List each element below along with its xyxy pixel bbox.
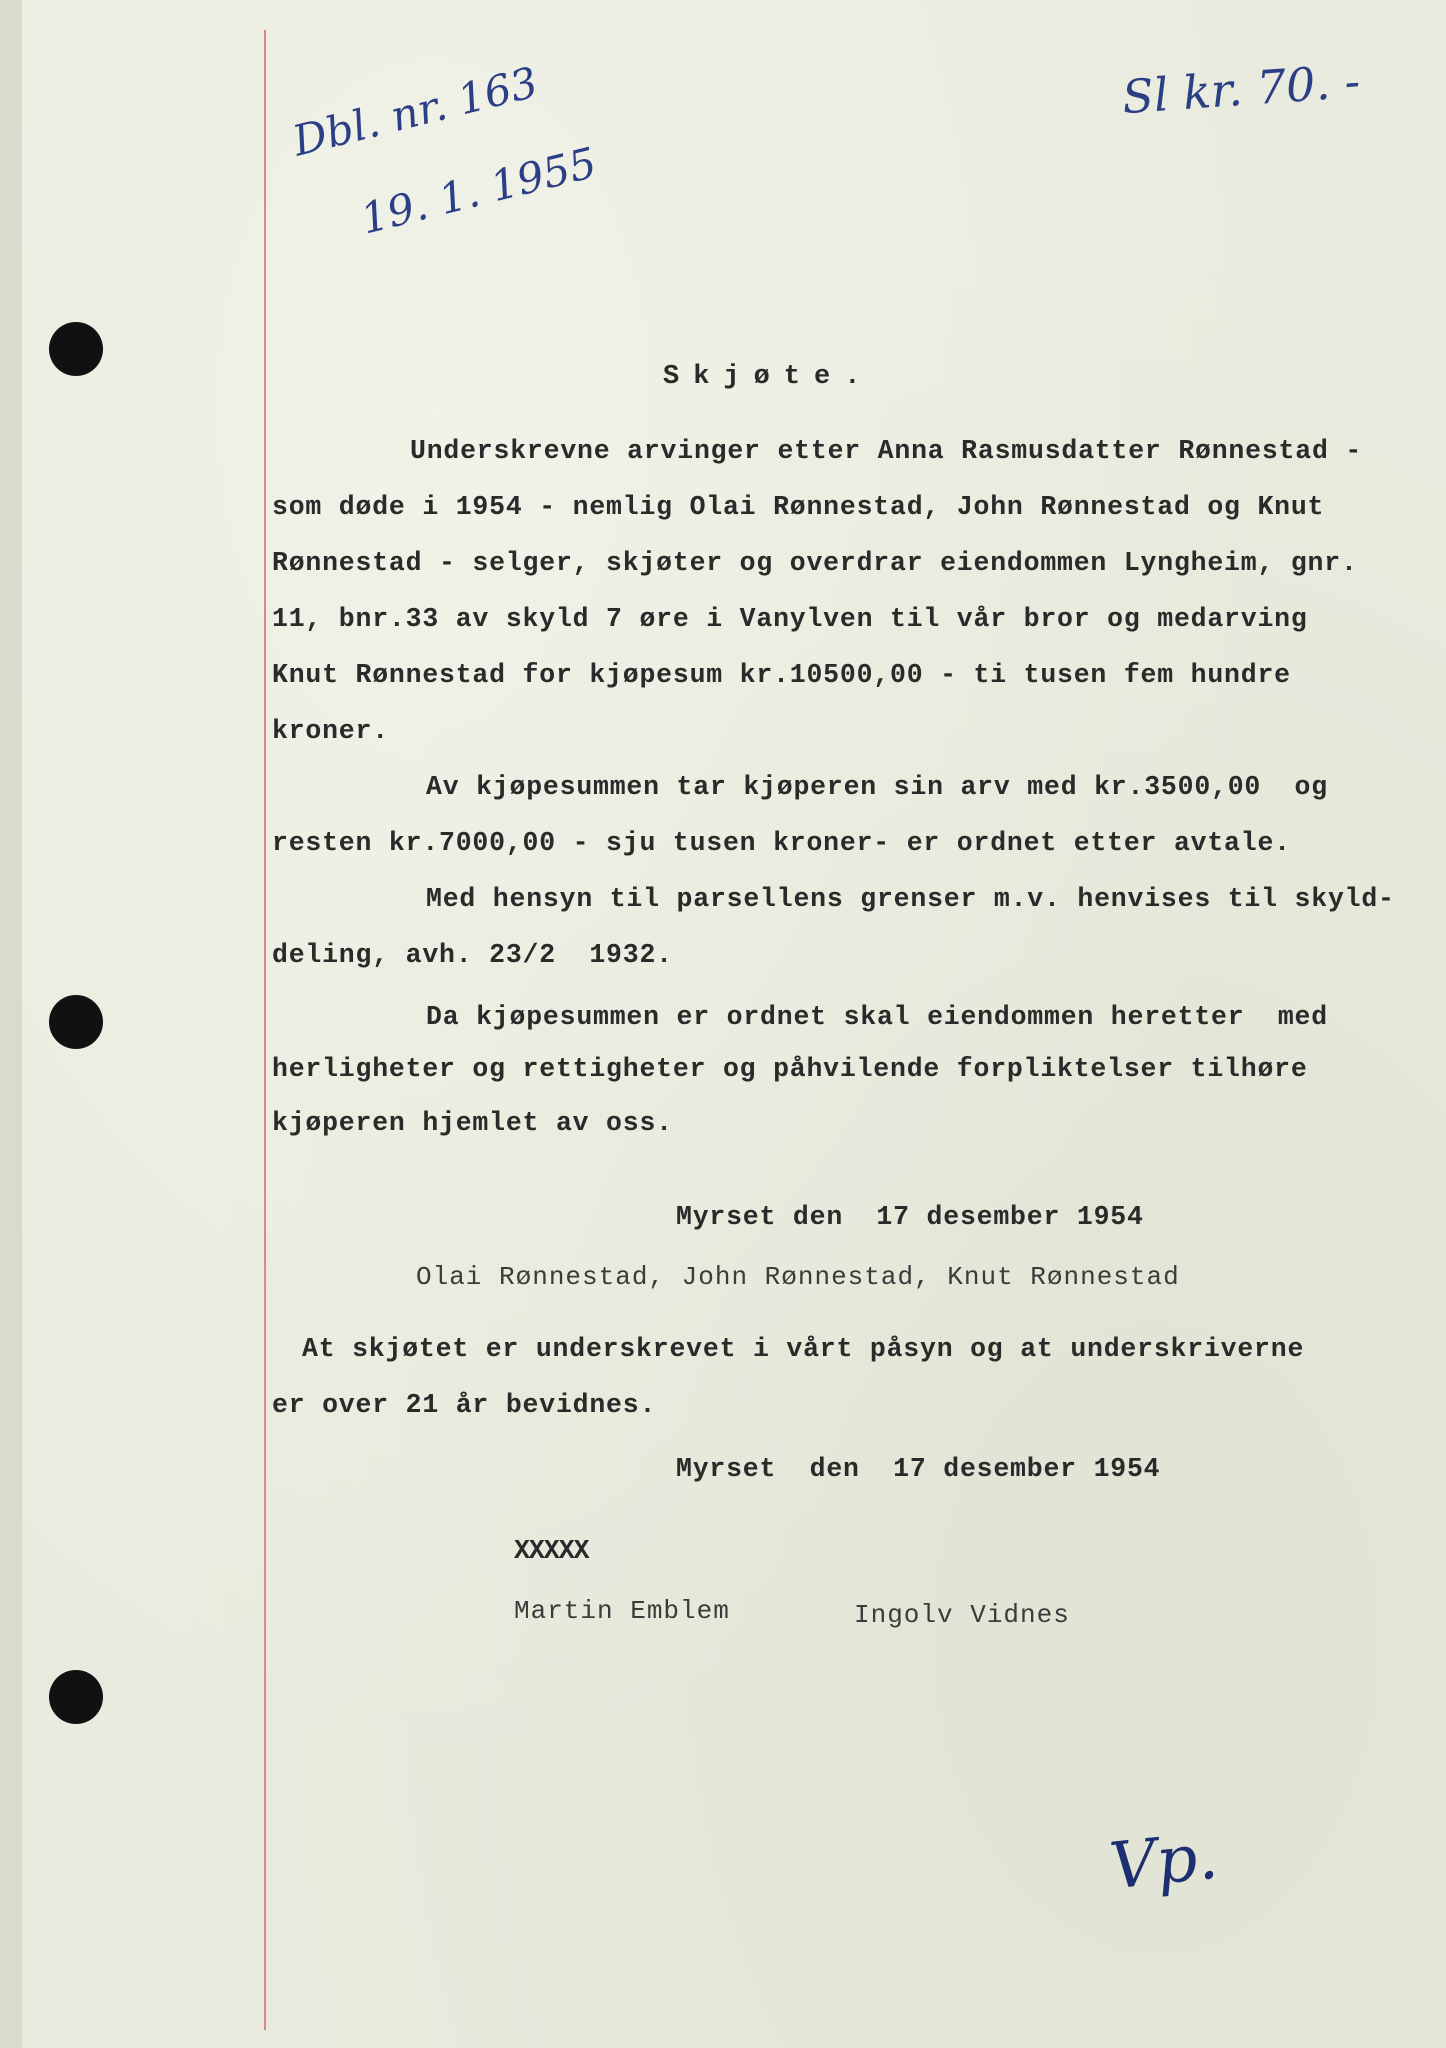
witness-1: Martin Emblem [514,1596,730,1626]
fee-note: Sl kr. 70. - [1120,53,1362,125]
struck-text: XXXXX [514,1536,589,1566]
registry-number: Dbl. nr. 163 [288,57,543,166]
document-title: Skjøte. [663,362,875,392]
place-date-1: Myrset den 17 desember 1954 [676,1202,1144,1232]
paragraph3-line1: Med hensyn til parsellens grenser m.v. henvises til skyld- [426,884,1395,914]
paragraph1-line1: Underskrevne arvinger etter Anna Rasmusdatter Rønnestad - [410,436,1363,466]
paragraph2-line1: Av kjøpesummen tar kjøperen sin arv med kr.3500,00 og [426,772,1328,802]
paragraph4-line2: herligheter og rettigheter og påhvilende forpliktelser tilhøre [272,1054,1308,1084]
paragraph3-line2: deling, avh. 23/2 1932. [272,940,673,970]
registry-note-line1 [288,58,543,166]
punch-hole-top [49,322,103,376]
paragraph1-line4: 11, bnr.33 av skyld 7 øre i Vanylven til vår bror og medarving [272,604,1308,634]
clerk-initials: Vp. [1106,1819,1222,1905]
paragraph1-line5: Knut Rønnestad for kjøpesum kr.10500,00 - ti tusen fem hundre [272,660,1291,690]
paragraph1-line2: som døde i 1954 - nemlig Olai Rønnestad, John Rønnestad og Knut [272,492,1325,522]
punch-hole-middle [49,995,103,1049]
paragraph1-line3: Rønnestad - selger, skjøter og overdrar eiendommen Lyngheim, gnr. [272,548,1358,578]
sellers-signatures: Olai Rønnestad, John Rønnestad, Knut Rønnestad [416,1262,1180,1292]
registry-date: 19. 1. 1955 [356,137,602,244]
paragraph1-line6: kroner. [272,716,389,746]
paragraph4-line1: Da kjøpesummen er ordnet skal eiendommen heretter med [426,1002,1328,1032]
registry-note-line2 [356,138,601,244]
page-edge [0,0,22,2048]
witness-2: Ingolv Vidnes [854,1600,1070,1630]
paragraph4-line3: kjøperen hjemlet av oss. [272,1108,673,1138]
witness-statement-line2: er over 21 år bevidnes. [272,1390,657,1420]
place-date-2: Myrset den 17 desember 1954 [676,1454,1161,1484]
punch-hole-bottom [49,1670,103,1724]
witness-statement-line1: At skjøtet er underskrevet i vårt påsyn og at underskriverne [302,1334,1305,1364]
paragraph2-line2: resten kr.7000,00 - sju tusen kroner- er ordnet etter avtale. [272,828,1291,858]
margin-line [264,30,266,2030]
